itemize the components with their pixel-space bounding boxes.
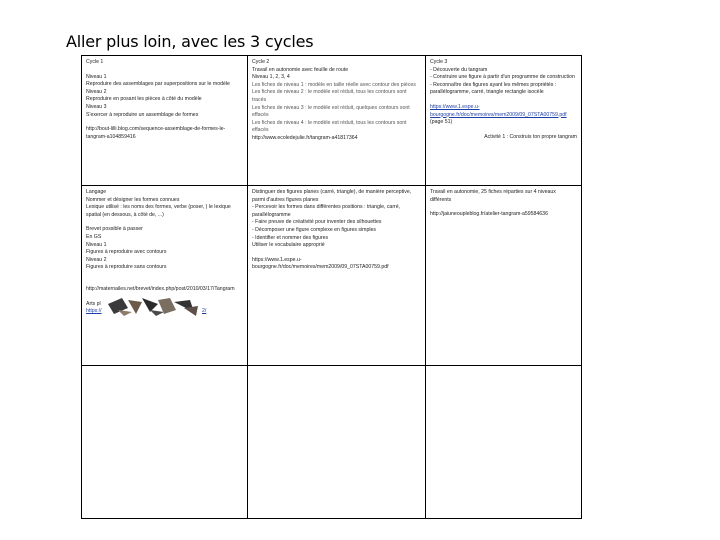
langage-line: Langage <box>86 189 107 195</box>
table-row <box>82 366 582 519</box>
cycle2-item: Les fiches de niveau 2 : le modèle est réduit, tous les contours sont tracés <box>252 89 407 103</box>
maternailes-link[interactable]: http://maternailes.net/brevet/index.php/post/2010/03/17/Tangram <box>86 285 235 292</box>
arts-link[interactable]: https:// <box>86 308 102 315</box>
cycle2-link[interactable]: http://www.ecoledejulie.fr/tangram-a41817364 <box>252 134 358 141</box>
cycle1-heading: Cycle 1 <box>86 59 104 65</box>
cycle3-link[interactable]: https://www.1.espe.u-bourgogne.fr/doc/memoires/mem2009/09_07STA00759.pdf <box>430 103 567 118</box>
table-row <box>82 186 582 366</box>
brevet-line: En GS <box>86 233 102 240</box>
cycle2-item: Les fiches de niveau 4 : le modèle est réduit, tous les contours sont effacés <box>252 119 407 134</box>
empty-cell <box>248 366 426 519</box>
cycle1-line: Niveau 1 <box>86 73 107 80</box>
empty-cell <box>82 366 248 519</box>
cycle1-line: S'exercer à reproduire un assemblage de formes <box>86 111 199 118</box>
cycle1-line: Niveau 3 <box>86 103 107 110</box>
row2-col2-cell <box>248 186 426 366</box>
empty-cell <box>426 366 582 519</box>
cycle2-heading: Cycle 2 <box>252 59 270 65</box>
langage-line: Nommer et désigner les formes connues <box>86 196 180 203</box>
competence-line: - Faire preuve de créativité pour inventer des silhouettes <box>252 219 382 226</box>
cycle2-levels: Niveau 1, 2, 3, 4 <box>252 74 290 81</box>
brevet-line: Figures à reproduire sans contours <box>86 264 167 271</box>
competence-line: Distinguer des figures planes (carré, triangle), de manière perceptive, parmi d'autres figures planes <box>252 189 412 203</box>
competence-line: - Identifier et nommer des figures <box>252 234 329 241</box>
cycle2-item: Les fiches de niveau 3 : le modèle est réduit, quelques contours sont effacés <box>252 104 410 119</box>
competence-line: - Décomposer une figure complexe en figures simples <box>252 226 376 233</box>
cycle2-intro: Travail en autonomie avec feuille de route <box>252 66 349 73</box>
espe-link[interactable]: https://www.1.espe.u-bourgogne.fr/doc/memoires/mem2009/09_07STA00759.pdf <box>252 256 389 271</box>
cycle3-activity: Activité 1 : Construis ton propre tangram <box>484 133 577 140</box>
cycle2-item: Les fiches de niveau 1 : modèle en taille réelle avec contour des pièces <box>252 81 416 88</box>
tangram-photo-graphic <box>106 298 200 316</box>
cycle1-line: Reproduire en posant les pièces à côté du modèle <box>86 96 202 103</box>
page-title: Aller plus loin, avec les 3 cycles <box>66 32 314 51</box>
tangram-photo <box>106 298 200 316</box>
cycle1-line: Reproduire des assemblages par superpositions sur le modèle <box>86 81 230 88</box>
brevet-line: Figures à reproduire avec contours <box>86 249 167 256</box>
cycle1-link[interactable]: http://bout-lilli.blog.com/sequence-assemblage-de-formes-le-tangram-a104859416 <box>86 126 226 140</box>
cycle3-link-suffix: (page 51) <box>430 119 453 126</box>
blog-link[interactable]: http://jaiuneoupleblog.fr/atelier-tangram-a59584636 <box>430 211 548 218</box>
cycle2-cell <box>248 56 426 186</box>
competence-line: Utiliser le vocabulaire approprié <box>252 242 325 249</box>
competence-line: - Percevoir les formes dans différentes positions : triangle, carré, parallélogramme <box>252 204 401 218</box>
brevet-line: Niveau 2 <box>86 256 107 263</box>
arts-label: Arts pl <box>86 300 101 307</box>
cycle3-line: - Construire une figure à partir d'un programme de construction <box>430 74 575 81</box>
cycle3-cell <box>426 56 582 186</box>
cycle3-line: - Découverte du tangram <box>430 66 488 73</box>
row2-col1-cell <box>82 186 248 366</box>
cycles-table <box>81 55 582 519</box>
cycle1-cell <box>82 56 248 186</box>
table-row <box>82 56 582 186</box>
autonomie-line: Travail en autonomie, 25 fiches réparties sur 4 niveaux différents <box>430 189 556 203</box>
row2-col3-cell <box>426 186 582 366</box>
brevet-line: Brevet possible à passer <box>86 226 143 233</box>
brevet-line: Niveau 1 <box>86 241 107 248</box>
cycle3-heading: Cycle 3 <box>430 59 448 65</box>
cycle1-line: Niveau 2 <box>86 88 107 95</box>
langage-line: Lexique utilisé : les noms des formes, verbe (poser, ) le lexique spatial (en dessous, à côté de, ...) <box>86 204 231 218</box>
arts-link-end[interactable]: 2/ <box>202 308 207 315</box>
cycle3-line: - Reconnaître des figures ayant les mêmes propriétés : parallélogramme, carré, triangle rectangle isocèle <box>430 81 557 96</box>
